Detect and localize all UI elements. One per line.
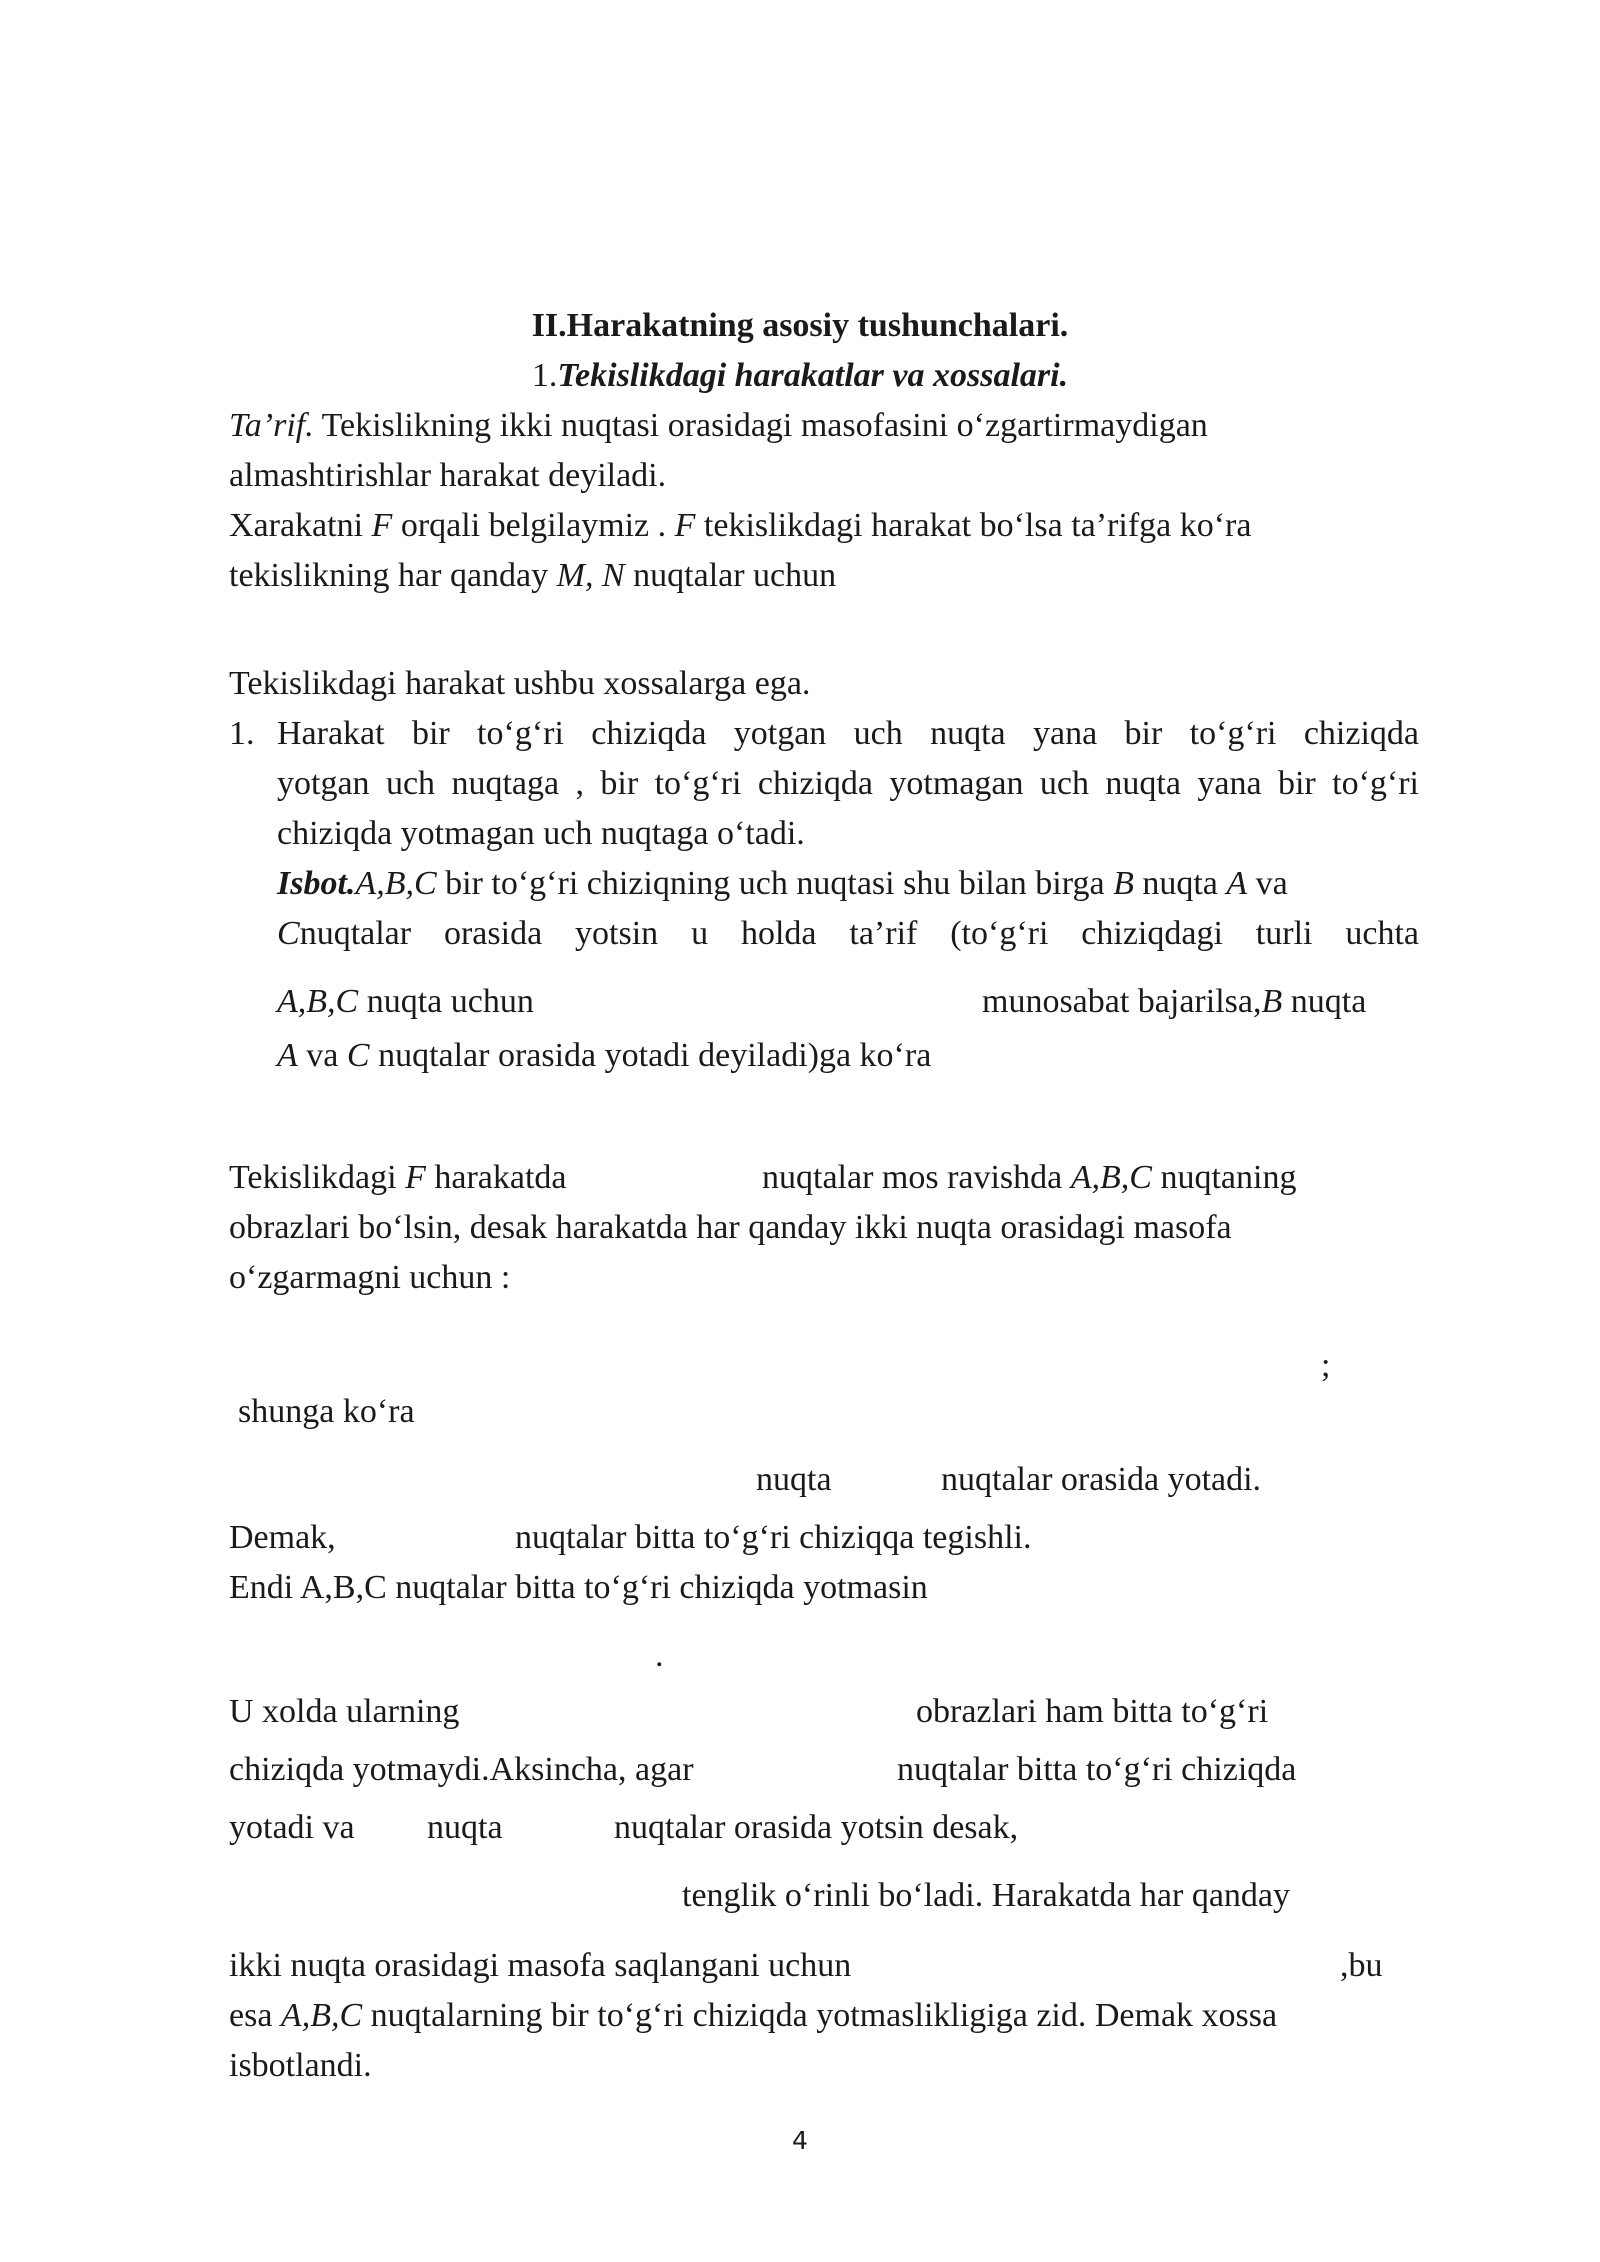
denote-text: orqali belgilaymiz . — [392, 507, 675, 544]
var-F: F — [405, 1159, 426, 1196]
demak-word: Demak, — [229, 1519, 336, 1556]
contra-line-7: isbotlandi. — [229, 2047, 372, 2084]
proof-text: nuqtalar orasida yotsin u holda ta’rif (to‘g‘ri chiziqdagi turli uchta — [299, 915, 1419, 952]
image-line-3: o‘zgarmagni uchun : — [229, 1259, 511, 1296]
var-ABC: A,B,C — [1070, 1159, 1152, 1196]
var-A: A — [1226, 865, 1248, 902]
image-line-2: obrazlari bo‘lsin, desak harakatda har qanday ikki nuqta orasidagi masofa — [229, 1209, 1232, 1246]
var-ABC: A,B,C — [277, 983, 359, 1020]
contra-line-2a: chiziqda yotmaydi.Aksincha, agar — [229, 1751, 694, 1788]
image-line-1a — [229, 1158, 567, 1198]
proof-line-3b — [982, 982, 1366, 1022]
denote-line-1 — [229, 506, 1251, 546]
denote-text: tekislikning har qanday — [229, 557, 557, 594]
image-text: Tekislikdagi — [229, 1159, 406, 1196]
image-text: nuqtaning — [1151, 1159, 1297, 1196]
definition-label: Ta’rif. — [229, 407, 314, 444]
contra-text: esa — [229, 1997, 281, 2034]
subsection-number: 1. — [531, 357, 558, 394]
subsection-text: Tekislikdagi harakatlar va xossalari. — [557, 357, 1069, 394]
proof-label: Isbot. — [277, 865, 356, 902]
proof-text: nuqta uchun — [358, 983, 534, 1020]
var-A: A — [277, 1037, 298, 1074]
definition-text: Tekislikning ikki nuqtasi orasidagi masofasini o‘zgartirmaydigan — [313, 407, 1208, 444]
contra-line-1a: U xolda ularning — [229, 1693, 460, 1730]
contra-line-6 — [229, 1996, 1277, 2036]
denote-text: Xarakatni — [229, 507, 372, 544]
endi-line: Endi A,B,C nuqtalar bitta to‘g‘ri chiziqda yotmasin — [229, 1569, 928, 1606]
denote-text: tekislikdagi harakat bo‘lsa ta’rifga ko‘ra — [695, 507, 1252, 544]
contra-line-5b: ,bu — [1340, 1947, 1383, 1984]
isolated-dot: . — [655, 1637, 664, 1674]
var-B: B — [1261, 983, 1283, 1020]
proof-text: nuqta — [1282, 983, 1367, 1020]
demak-text: nuqtalar bitta to‘g‘ri chiziqqa tegishli. — [515, 1519, 1032, 1556]
subsection-title — [0, 356, 1600, 396]
contra-line-3b: nuqta — [427, 1809, 503, 1846]
property-1-line-3: chiziqda yotmagan uch nuqtaga o‘tadi. — [277, 815, 805, 852]
semicolon: ; — [1321, 1347, 1331, 1384]
property-1-line-1: Harakat bir to‘g‘ri chiziqda yotgan uch nuqta yana bir to‘g‘ri chiziqda — [277, 715, 1419, 752]
properties-intro: Tekislikdagi harakat ushbu xossalarga ega. — [229, 665, 811, 702]
proof-text: nuqtalar orasida yotadi deyiladi)ga ko‘ra — [369, 1037, 932, 1074]
var-C: C — [277, 915, 300, 952]
proof-line-4 — [277, 1036, 931, 1076]
image-text: harakatda — [425, 1159, 567, 1196]
contra-text: nuqtalarning bir to‘g‘ri chiziqda yotmaslikligiga zid. Demak xossa — [362, 1997, 1278, 2034]
contra-line-4: tenglik o‘rinli bo‘ladi. Harakatda har qanday — [682, 1877, 1290, 1914]
proof-text: munosabat bajarilsa, — [982, 983, 1262, 1020]
var-B: B — [1113, 865, 1134, 902]
var-C: C — [346, 1037, 370, 1074]
var-ABC: A,B,C — [280, 1997, 363, 2034]
proof-text: va — [1247, 865, 1288, 902]
contra-line-3a: yotadi va — [229, 1809, 355, 1846]
shunga-kora: shunga ko‘ra — [238, 1393, 415, 1430]
var-F: F — [674, 507, 696, 544]
contra-line-5a: ikki nuqta orasidagi masofa saqlangani uchun — [229, 1947, 852, 1984]
proof-text: nuqta — [1133, 865, 1227, 902]
denote-line-2 — [229, 556, 836, 596]
proof-line-3a — [277, 982, 534, 1022]
property-1-line-2: yotgan uch nuqtaga , bir to‘g‘ri chiziqda yotmagan uch nuqta yana bir to‘g‘ri — [277, 765, 1419, 802]
contra-line-2b: nuqtalar bitta to‘g‘ri chiziqda — [897, 1751, 1297, 1788]
definition-line-1 — [229, 406, 1208, 446]
proof-text: va — [297, 1037, 347, 1074]
var-ABC: A,B,C — [355, 865, 437, 902]
image-text: nuqtalar mos ravishda — [762, 1159, 1071, 1196]
page-number: 4 — [792, 2126, 808, 2155]
image-line-1b — [762, 1158, 1296, 1198]
proof-text: bir to‘g‘ri chiziqning uch nuqtasi shu bilan birga — [436, 865, 1114, 902]
between-nuqta: nuqta — [756, 1461, 832, 1498]
proof-line-1 — [277, 864, 1288, 904]
var-F: F — [371, 507, 393, 544]
denote-text: nuqtalar uchun — [624, 557, 837, 594]
contra-line-3c: nuqtalar orasida yotsin desak, — [614, 1809, 1019, 1846]
property-1-number: 1. — [229, 715, 255, 752]
definition-line-2: almashtirishlar harakat deyiladi. — [229, 457, 667, 494]
proof-line-2 — [277, 914, 1419, 954]
var-MN: M, N — [556, 557, 625, 594]
between-text: nuqtalar orasida yotadi. — [941, 1461, 1262, 1498]
section-title: II.Harakatning asosiy tushunchalari. — [531, 307, 1069, 344]
contra-line-1b: obrazlari ham bitta to‘g‘ri — [916, 1693, 1269, 1730]
